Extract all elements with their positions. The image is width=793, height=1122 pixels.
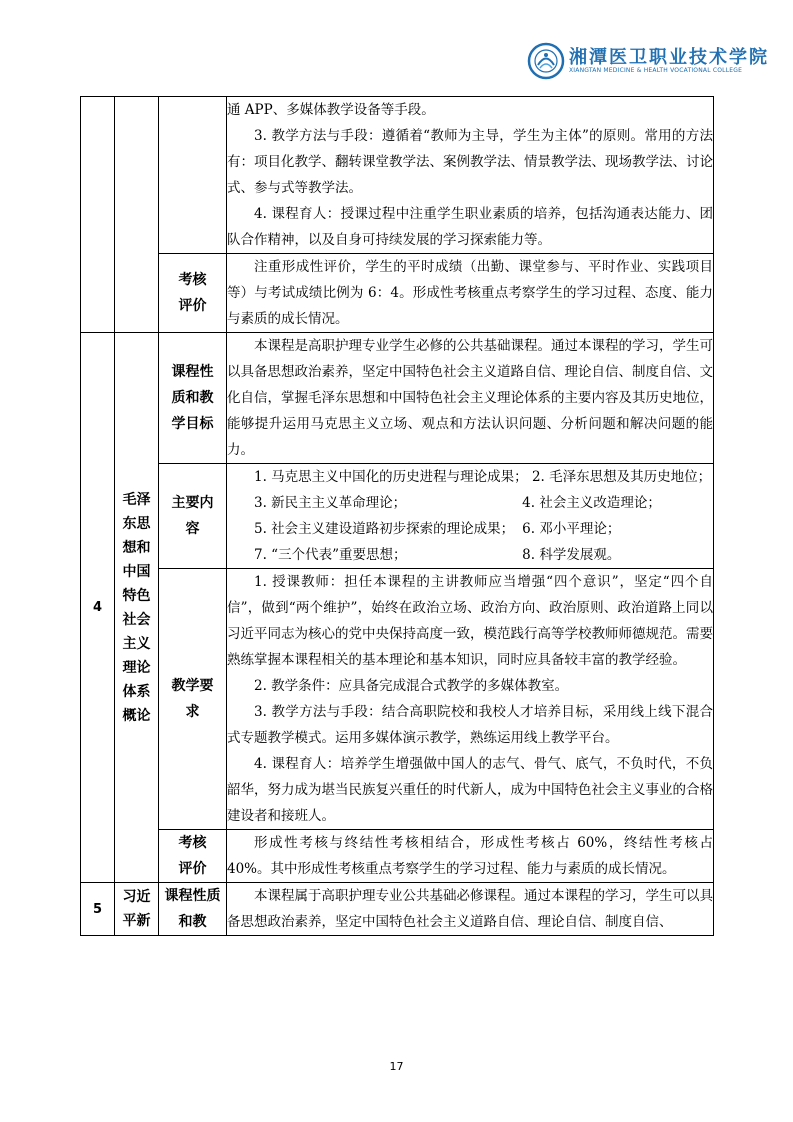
college-english-name: XIANGTAN MEDICINE & HEALTH VOCATIONAL COLLEGE <box>569 67 743 74</box>
course-nature-content <box>227 883 714 936</box>
main-content <box>227 464 714 569</box>
course-name: 习近平新 <box>115 883 159 936</box>
course-name: 毛泽东思想和中国特色社会主义理论体系概论 <box>115 333 159 883</box>
paragraph: 注重形成性评价，学生的平时成绩（出勤、课堂参与、平时作业、实践项目等）与考试成绩比例为 6：4。形成性考核重点考察学生的学习过程、态度、能力与素质的成长情况。 <box>227 259 713 327</box>
content-line: 1. 马克思主义中国化的历史进程与理论成果； 2. 毛泽东思想及其历史地位； <box>254 469 712 485</box>
course-table <box>80 96 714 936</box>
paragraph: 3. 教学方法与手段：结合高职院校和我校人才培养目标，采用线上线下混合式专题教学模式。运用多媒体演示教学，熟练运用线上教学平台。 <box>227 704 713 746</box>
list-item: 3. 新民主主义革命理论； <box>254 495 407 511</box>
paragraph: 4. 课程育人：培养学生增强做中国人的志气、骨气、底气，不负时代，不负韶华，努力成为堪当民族复兴重任的时代新人，成为中国特色社会主义事业的合格建设者和接班人。 <box>227 756 713 824</box>
paragraph: 1. 授课教师：担任本课程的主讲教师应当增强“四个意识”，坚定“四个自信”，做到“两个维护”，始终在政治立场、政治方向、政治原则、政治道路上同以习近平同志为核心的党中央保持高度一致，模范践行高等学校教师师德规范。需要熟练掌握本课程相关的基本理论和基本知识，同时应具备较丰富的教学经验。 <box>227 574 713 668</box>
content-list <box>227 490 713 568</box>
paragraph: 通 APP、多媒体教学设备等手段。 <box>227 102 435 118</box>
section-label: 课程性质和教学目标 <box>159 333 227 464</box>
table-row <box>81 333 714 464</box>
teaching-requirements-content <box>227 569 714 830</box>
section-label: 课程性质和教 <box>159 883 227 936</box>
course-number: 4 <box>81 333 115 883</box>
course-nature-content <box>227 333 714 464</box>
section-label-cell <box>159 97 227 254</box>
paragraph: 本课程属于高职护理专业公共基础必修课程。通过本课程的学习，学生可以具备思想政治素养，坚定中国特色社会主义道路自信、理论自信、制度自信、 <box>227 888 713 930</box>
course-number-cell <box>81 97 115 333</box>
paragraph: 4. 课程育人：授课过程中注重学生职业素质的培养，包括沟通表达能力、团队合作精神，以及自身可持续发展的学习探索能力等。 <box>227 206 713 248</box>
assessment-content <box>227 254 714 333</box>
table-row <box>81 830 714 883</box>
section-label: 考核评价 <box>159 254 227 333</box>
list-item: 6. 邓小平理论； <box>522 521 621 537</box>
course-number: 5 <box>81 883 115 936</box>
teaching-requirements-content <box>227 97 714 254</box>
paragraph: 3. 教学方法与手段：遵循着“教师为主导，学生为主体”的原则。常用的方法有：项目化教学、翻转课堂教学法、案例教学法、情景教学法、现场教学法、讨论式、参与式等教学法。 <box>227 128 713 196</box>
assessment-content <box>227 830 714 883</box>
list-item: 8. 科学发展观。 <box>522 547 621 563</box>
section-label: 主要内容 <box>159 464 227 569</box>
college-emblem-icon <box>527 42 565 80</box>
paragraph: 2. 教学条件：应具备完成混合式教学的多媒体教室。 <box>254 678 569 694</box>
section-label: 考核评价 <box>159 830 227 883</box>
paragraph: 形成性考核与终结性考核相结合，形成性考核占 60%，终结性考核占 40%。其中形成性考核重点考察学生的学习过程、能力与素质的成长情况。 <box>227 835 713 877</box>
table-row <box>81 464 714 569</box>
table-row <box>81 97 714 254</box>
college-logo <box>527 40 769 90</box>
course-name-cell <box>115 97 159 333</box>
paragraph: 本课程是高职护理专业学生必修的公共基础课程。通过本课程的学习，学生可以具备思想政治素养，坚定中国特色社会主义道路自信、理论自信、制度自信、文化自信，掌握毛泽东思想和中国特色社会主义理论体系的主要内容及其历史地位，能够提升运用马克思主义立场、观点和方法认识问题、分析问题和解决问题的能力。 <box>227 338 713 458</box>
list-item: 5. 社会主义建设道路初步探索的理论成果； <box>254 521 515 537</box>
list-item: 4. 社会主义改造理论； <box>522 495 661 511</box>
list-item: 7. “三个代表”重要思想； <box>254 547 407 563</box>
section-label: 教学要求 <box>159 569 227 830</box>
table-row <box>81 254 714 333</box>
table-row <box>81 883 714 936</box>
table-row <box>81 569 714 830</box>
college-name: 湘潭医卫职业技术学院 <box>569 47 769 68</box>
page-number: 17 <box>389 1060 404 1073</box>
